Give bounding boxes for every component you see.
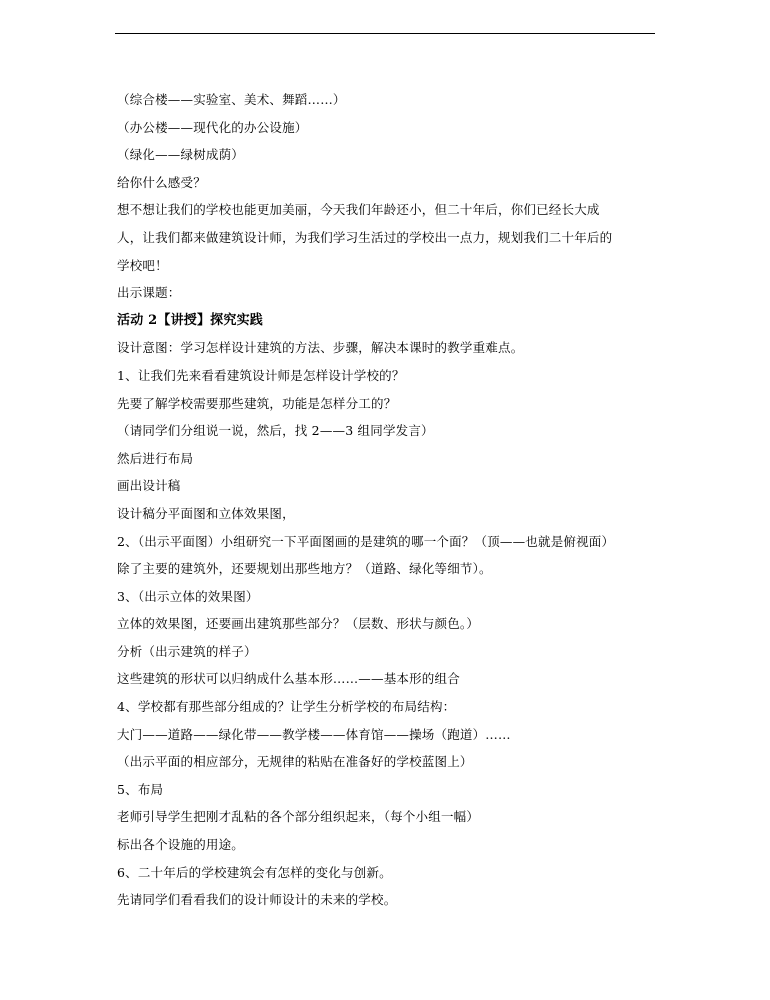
text-line: 画出设计稿: [117, 478, 181, 494]
text-line: 人，让我们都来做建筑设计师，为我们学习生活过的学校出一点力，规划我们二十年后的: [117, 229, 613, 245]
text-line: 想不想让我们的学校也能更加美丽，今天我们年龄还小，但二十年后，你们已经长大成: [117, 202, 600, 218]
text-line: 分析（出示建筑的样子）: [117, 643, 257, 659]
text-line: 1、让我们先来看看建筑设计师是怎样设计学校的？: [117, 367, 405, 383]
text-line: 然后进行布局: [117, 450, 194, 466]
text-line: 标出各个设施的用途。: [117, 837, 245, 853]
text-line: 设计意图：学习怎样设计建筑的方法、步骤，解决本课时的教学重难点。: [117, 340, 524, 356]
text-line: 出示课题：: [117, 285, 181, 301]
text-line: 这些建筑的形状可以归纳成什么基本形……——基本形的组合: [117, 671, 460, 687]
text-line: 老师引导学生把刚才乱粘的各个部分组织起来，（每个小组一幅）: [117, 809, 480, 825]
text-line: （综合楼——实验室、美术、舞蹈……）: [117, 92, 346, 107]
header-rule: [115, 33, 655, 34]
document-body: [117, 86, 657, 914]
text-line: （出示平面的相应部分，无规律的粘贴在准备好的学校蓝图上）: [117, 754, 473, 770]
text-line: 4、学校都有那些部分组成的？让学生分析学校的布局结构：: [117, 699, 456, 715]
text-line: 5、布局: [117, 781, 164, 797]
text-line: 先要了解学校需要那些建筑，功能是怎样分工的？: [117, 395, 397, 411]
text-line: 先请同学们看看我们的设计师设计的未来的学校。: [117, 892, 397, 908]
text-line: 立体的效果图，还要画出建筑那些部分？（层数、形状与颜色。）: [117, 616, 480, 632]
text-line: 3、（出示立体的效果图）: [117, 588, 259, 604]
text-line: 2、（出示平面图）小组研究一下平面图画的是建筑的哪一个面？（顶——也就是俯视面）: [117, 533, 615, 549]
text-line: （绿化——绿树成荫）: [117, 147, 245, 163]
text-line: （办公楼——现代化的办公设施）: [117, 119, 308, 135]
text-line: 除了主要的建筑外，还要规划出那些地方？（道路、绿化等细节）。: [117, 561, 492, 577]
text-line: 设计稿分平面图和立体效果图，: [117, 505, 295, 521]
text-line: （请同学们分组说一说，然后，找 2——3 组同学发言）: [117, 423, 434, 439]
section-heading: 活动 2【讲授】探究实践: [117, 312, 263, 328]
text-line: 学校吧！: [117, 257, 168, 273]
text-line: 给你什么感受？: [117, 174, 206, 190]
text-line: 6、二十年后的学校建筑会有怎样的变化与创新。: [117, 864, 392, 880]
text-line: 大门——道路——绿化带——教学楼——体育馆——操场（跑道）……: [117, 726, 511, 742]
